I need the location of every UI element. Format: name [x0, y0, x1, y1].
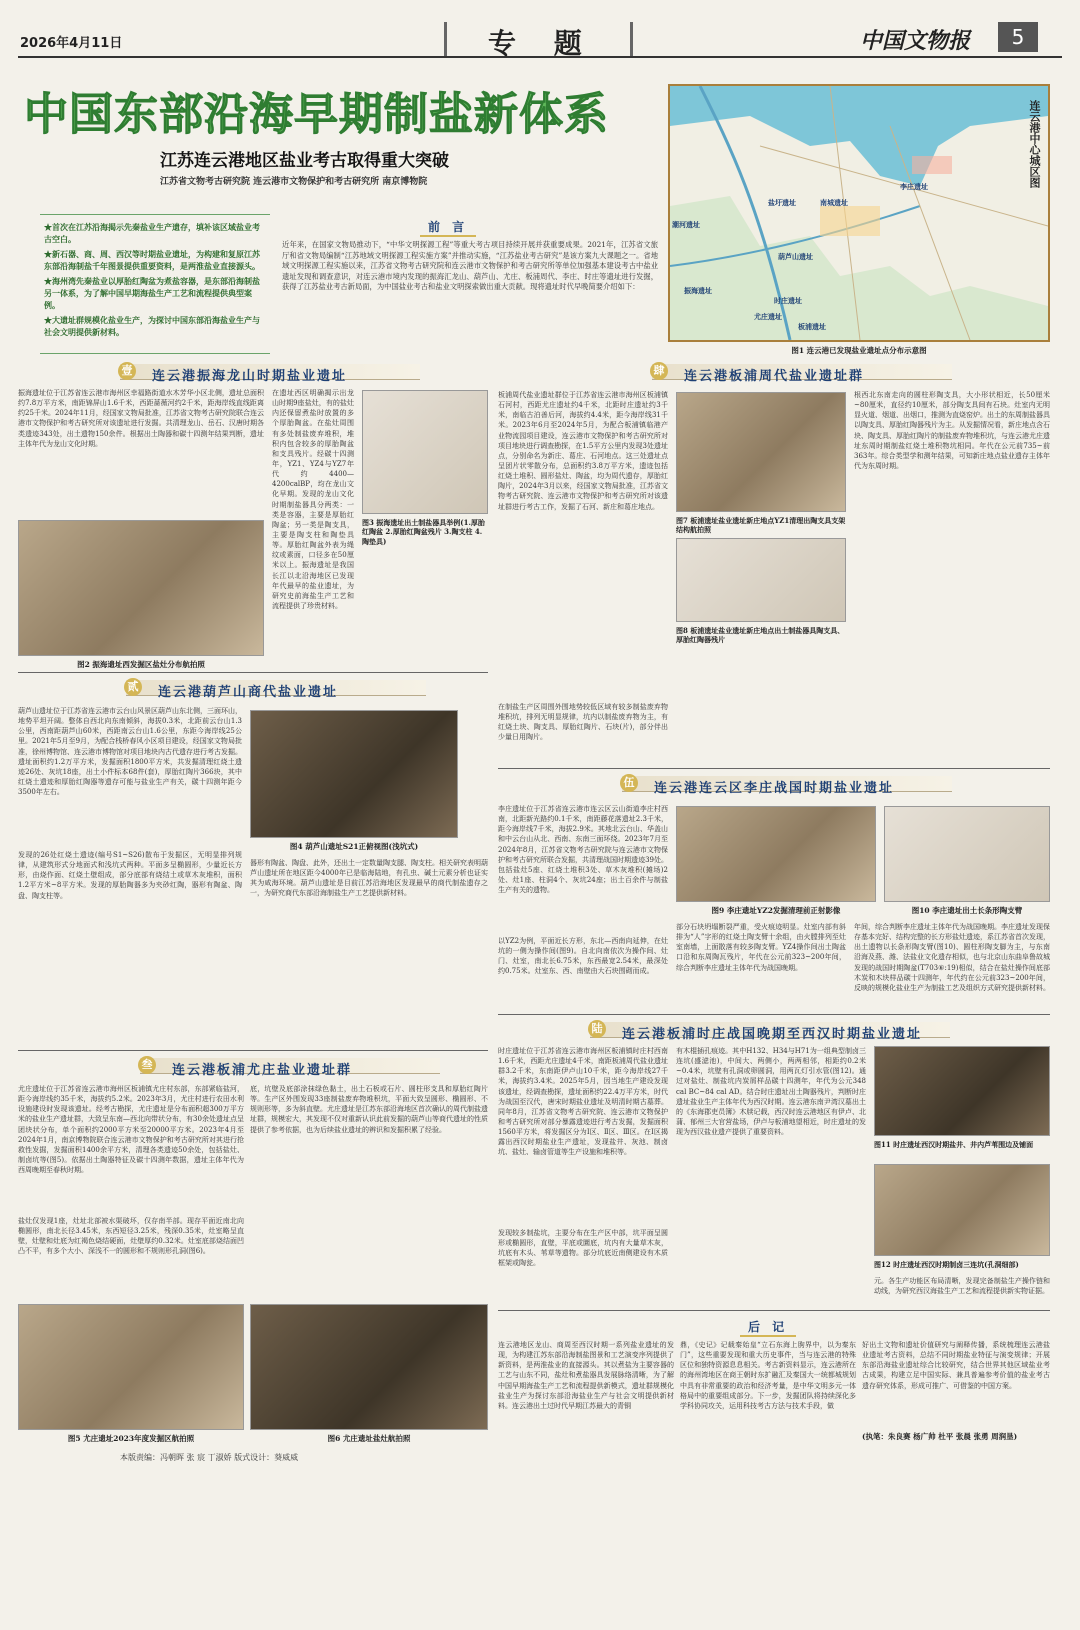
highlight-item: ★大遗址群规模化盐业生产，为探讨中国东部沿海盐业生产与社会文明提供新材料。 [44, 315, 260, 337]
section-title: 连云港葫芦山商代盐业遗址 [158, 685, 339, 700]
section-title: 连云港板浦周代盐业遗址群 [684, 369, 865, 384]
divider [498, 768, 1050, 769]
section-text: 发现的26处红烧土遗迹(编号S1~S26)散布于发掘区，无明显排列规律，从建筑形式分地面式和浅坑式两种。平面多呈椭圆形，少量近长方形，由烧作面、红烧土壁组成，部分底部有烧结土或草木灰堆积，面积1.2平方米~8平方米。发现的厚胎陶器多为夹砂红陶，器形有陶盆、陶盘、陶支柱等。 [18, 851, 242, 900]
preface-text: 近年来，在国家文物局推动下，“中华文明探源工程”等重大考古项目持续开展并获重要成果。2021年，江苏省文旅厅和省文物局编制“江苏地域文明探源工程实施方案”并推动实施，“江苏盐业考古研究”是该方案九大课题之一。省地域文明探源工程实施以来，江苏省文物考古研究院和连云港市文物保护和考古研究所等单位加强基本建设考古中盐业遗址发现和调查意识，对连云港市境内发现的振海汇龙山、葫芦山、尤庄、板浦周代、李庄、时庄等遗址进行发掘，获得了江苏盐业考古新局面，为中国盐业考古和盐业文明探索做出重大贡献。现将遗址时代早晚简要介绍如下： [282, 240, 658, 292]
divider [18, 1050, 488, 1051]
section-name: 专 题 [488, 27, 596, 60]
section-text: 在制盐生产区周围外围地势较低区域有较多制盐废弃物堆积坑，排列无明显规律，坑内以制盐废弃物为主，有红烧土块、陶支具、厚胎红陶片、石块(片)，部分伴出少量日用陶片。 [498, 703, 668, 742]
section-header [652, 364, 952, 384]
afterword-writers: (执笔：朱良赛 杨广帅 杜平 张晨 张勇 周润垦) [862, 1432, 1018, 1441]
headline-authors: 江苏省文物考古研究院 连云港市文物保护和考古研究所 南京博物院 [160, 177, 428, 187]
afterword-label: 后 记 [740, 1318, 796, 1337]
section-text: 元。各生产功能区布局清晰，发现完备制盐生产操作链和动线，为研究西汉海盐生产工艺和流程提供新实物证据。 [874, 1277, 1050, 1296]
photo-salt-tools [676, 538, 846, 622]
figure-caption: 图9 李庄遗址YZ2发掘清理前正射影像 [711, 906, 841, 915]
afterword-text: 好出土文物和遗址价值研究与阐释传播，系统梳理连云港盐业遗址考古资料，总结不同时期盐业特征与演变规律；开展东部沿海盐业遗址综合比较研究，结合世界其他区域盐业考古成果，构建立足中国实际、兼具普遍参考价值的盐业考古遗存研究体系，形成可推广、可借鉴的中国方案。 [862, 1341, 1050, 1390]
photo-salt-well [874, 1046, 1050, 1136]
map-figure [668, 84, 1050, 342]
section-text: 器形有陶盆、陶盘、此外，还出土一定数量陶支腿、陶支柱。相关研究表明葫芦山遗址所在地区距今4000年已是临海陆地，有孔虫、碱土元素分析也证实其为咸海环境。葫芦山遗址是目前江苏沿海地区发现最早的商代制盐遗存之一，为研究商代东部沿海制盐生产工艺提供新材料。 [250, 859, 488, 898]
section-text: 尤庄遗址位于江苏省连云港市海州区板浦镇尤庄村东部，东部紧临盐河，距今海岸线约35千米，海拔约5.2米。2023年3月，尤庄村进行农田水利设施建设时发现该遗址。经考古勘探，尤庄遗址是分布面积超300万平方米的盐业生产遗址群，大致呈东南—西北向带状分布，有30余处遗址点呈团块状分布，单个面积约2000平方米至20000平方米。2023年4月至2024年1月，南京博物院联合连云港市文物保护和考古研究所对其进行抢救性发掘，发掘面积1400余平方米，清理各类遗迹50余处，包括盐灶、制卤坑等(图5)。依据出土陶器特征及碳十四测年数据，遗址主体年代为西周晚期至春秋时期。 [18, 1085, 244, 1175]
photo-pit-s21 [250, 710, 458, 838]
figure-caption: 图6 尤庄遗址盐灶航拍照 [327, 1434, 411, 1443]
highlight-item: ★首次在江苏沿海揭示先秦盐业生产遗存，填补该区域盐业考古空白。 [44, 222, 260, 244]
section-header [590, 1022, 950, 1042]
highlight-item: ★新石器、商、周、西汉等时期盐业遗址，为构建和复原江苏东部沿海制盐千年图景提供重要资料，是两淮盐业直接源头。 [44, 249, 260, 271]
photo-salt-stove-aerial [250, 1304, 488, 1430]
photo-pottery-arms [884, 806, 1050, 902]
section-text: 时庄遗址位于江苏省连云港市海州区板浦镇时庄村西南1.6千米，西距尤庄遗址4千米，南距板浦周代盐业遗址群3.2千米，东南距伊卢山10千米，距今海岸线27千米，海拔约3.4米。2025年5月，因当地生产建设发现该遗址，经调查勘探，遗址面积约22.4万平方米，时代为战国至汉代，唐宋时期盐业遗址及明清时期古墓葬。同年8月，江苏省文物考古研究院、连云港市文物保护和考古研究所对部分暴露遗迹进行考古发掘，发掘面积1560平方米，将发掘区分为Ⅰ区、Ⅱ区、Ⅲ区。在Ⅰ区揭露出西汉时期盐业生产遗址，发现盐井、灰池、制卤坑、盐灶、输卤管道等生产设施和堆积等。 [498, 1047, 668, 1157]
map-label: 时庄遗址 [774, 296, 802, 305]
section-title: 连云港板浦时庄战国晚期至西汉时期盐业遗址 [622, 1027, 923, 1042]
section-seal: 贰 [124, 678, 142, 696]
section-text: 盐灶仅发现1座，灶址北部被水渠破坏，仅存南半部。现存平面近南北向椭圆形，南北长径3.45米，东西短径3.25米，残深0.35米，灶室略呈直壁，灶壁和灶底为红褐色烧结硬面，灶壁厚约0.32米。灶室底部烧结面凹凸不平，有多个大小、深浅不一的圆形和不规则形孔洞(图6)。 [18, 1217, 244, 1256]
photo-salt-stoves [18, 520, 264, 656]
map-title: 连云港中心城区图 [1028, 100, 1041, 188]
newspaper-name: 中国文物报 [860, 28, 971, 54]
highlights-box [40, 214, 270, 354]
section-text: 部分石块坍塌断裂严重，受火痕迹明显。灶室内部有斜排为“人”字形的红烧土陶支臂十余组，由火膛排列至灶室南墙，上面散落有较多陶支臂。YZ4操作间出土陶盆口沿和东周陶瓦残片，年代在公元前323~200年间，综合判断李庄遗址主体年代为战国晚期。 [676, 923, 846, 972]
section-text: 振海遗址位于江苏省连云港市海州区幸福路街道水木芳华小区北侧，遗址总面积约7.8万平方米，南距锦屏山1.6千米，西距蔷薇河约2千米，距海岸线直线距离约25千米。2024年11月，经国家文物局批准，江苏省文物考古研究院联合连云港市文物保护和考古研究所对该遗址进行发掘。共清理龙山、岳石、汉唐时期各类遗迹343处，出土遗物150余件。根据出土陶器和碳十四测年结果判断，遗址主体年代为龙山文化时期。 [18, 389, 264, 448]
figure-caption: 图3 振海遗址出土制盐器具举例(1.厚胎红陶盆 2.厚胎红陶盆残片 3.陶支柱 4.陶垫具) [362, 518, 485, 546]
section-text: 在遗址西区明确揭示出龙山时期9座盐灶，有的盐灶内还保留煮盐时放置的多个厚胎陶盆。在盐灶周围有多处制盐废弃堆积，堆积内包含较多的厚胎陶盆和支具残片。经碳十四测年，YZ1、YZ4与YZ7年代约4400—4200calBP，均在龙山文化早期。发现的龙山文化时期制盐器具分两类：一类是容器，主要是厚胎红陶盆；另一类是陶支具，主要是陶支柱和陶垫具等。厚胎红陶盆外表为绳纹或素面，口径多在50厘米以上。振海遗址是我国长江以北沿海地区已发现年代最早的盐业遗址，为研究史前海盐生产工艺和流程提供了珍贵材料。 [272, 389, 354, 610]
map-label: 潮河遗址 [672, 220, 700, 229]
map-label: 南城遗址 [820, 198, 848, 207]
footer-credits: 本版责编：冯朝晖 张 宸 丁淑娇 版式设计：葵威威 [120, 1453, 299, 1462]
map-label: 盐圩遗址 [768, 198, 796, 207]
afterword-text: 鼎，《史记》记载秦始皇“立石东海上朐界中，以为秦东门”，这些重要发现和重大历史事件，当与连云港的特殊区位和独特资源息息相关。考古新资料显示，连云港所在的海州湾地区在商王朝时东扩融汇及秦国大一统都城规划中具有非常重要的政治和经济考量，是中华文明多元一体格局中的重要组成部分。下一步，发掘团队将持续深化多学科协同攻关，运用科技考古方法与技术手段，做 [680, 1341, 856, 1410]
highlight-item: ★海州湾先秦盐业以厚胎红陶盆为煮盐容器，是东部沿海制盐另一体系，为了解中国早期海盐生产工艺和流程提供典型案例。 [44, 276, 260, 310]
section-text: 以YZ2为例，平面近长方形，东北—西南向延伸，在灶坑的一侧为操作间(图9)。自北向南依次为操作间、灶门、灶室，南北长6.75米，东西最宽2.54米，最深处约0.75米。灶室东、西、南壁由大石块围砌而成。 [498, 937, 668, 976]
figure-caption: 图12 时庄遗址西汉时期制卤三连坑(孔洞细部) [874, 1260, 1019, 1269]
section-text: 底，坑壁及底部涂抹绿色黏土，出土石板或石片、圆柱形支具和厚胎红陶片等。生产区外围发现33座制盐废弃物堆积坑，平面大致呈圆形、椭圆形、不规则形等，多为斜直壁。尤庄遗址是江苏东部沿海地区首次确认的周代制盐遗址群，规模宏大，其发现不仅对重新认识此前发掘的葫芦山等商代遗址的性质提供了参考依据，也为后续盐业遗址的辨识和发掘积累了经验。 [250, 1085, 488, 1134]
map-caption: 图1 连云港已发现盐业遗址点分布示意图 [791, 346, 927, 355]
figure-caption: 图5 尤庄遗址2023年度发掘区航拍照 [67, 1434, 195, 1443]
section-text: 葫芦山遗址位于江苏省连云港市云台山风景区葫芦山东北侧，三面环山，地势平坦开阔。整体自西北向东南倾斜，海拔0.3米，北距前云台山1.3公里，西南距葫芦山60米，西距南云台山1.6公里，东距今海岸线25公里。2021年5月至9月，为配合栈桥春风小区项目建设，经国家文物局批准，徐州博物馆、连云港市博物馆对项目地块内古代遗存进行考古发掘。遗址面积约1.2万平方米，发掘面积1800平方米，共发掘清理红烧土遗迹26处、灰坑18座，出土小件标本68件(套)，厚胎红陶片366块，其中红烧土遗迹和厚胎红陶器等遗存可能与盐业生产有关，碳十四测年距今3500年左右。 [18, 707, 242, 797]
section-text: 板浦周代盐业遗址群位于江苏省连云港市海州区板浦镇石河村，西距尤庄遗址约4千米，北距时庄遗址约3千米，南临古泊善后河，海拔约4.4米，距今海岸线31千米。2023年6月至2024年5月，为配合板浦镇临港产业物流园项目建设，连云港市文物保护和考古研究所对项目地块进行调查勘探，在1.5平方公里内发现3处遗址点，分别命名为新庄、葛庄、石河地点。这三处遗址点呈团片状零散分布，总面积约3.8万平方米，遗迹包括红烧土堆积、圆形盐灶、陶盆，均为周代遗存，厚胎红陶片，2024年3月以来，经国家文物局批准，江苏省文物考古研究院、连云港市文物保护和考古研究所对该遗址群进行考古工作，发掘了石河、新庄和葛庄地点。 [498, 391, 668, 511]
divider [18, 672, 488, 673]
figure-caption: 图10 李庄遗址出土长条形陶支臂 [911, 906, 1023, 915]
photo-excavation-aerial [18, 1304, 244, 1430]
section-title: 连云港连云区李庄战国时期盐业遗址 [654, 781, 895, 796]
figure-caption: 图11 时庄遗址西汉时期盐井、井内芦苇围边及铺面 [874, 1140, 1034, 1149]
section-header [120, 364, 420, 384]
section-text: 发现较多制盐坑，主要分布在生产区中部，坑平面呈圆形或椭圆形，直壁，平底或圜底，坑内有大量草木灰，坑底有木头、苇草等遗物。部分坑底近南侧建设有木质框架或陶瓮。 [498, 1229, 668, 1268]
section-seal: 叁 [138, 1056, 156, 1074]
headline-subtitle: 江苏连云港地区盐业考古取得重大突破 [160, 151, 449, 171]
section-seal: 伍 [620, 774, 638, 792]
section-seal: 壹 [118, 362, 136, 380]
issue-date: 2026年4月11日 [20, 36, 123, 51]
section-seal: 陆 [588, 1020, 606, 1038]
figure-caption: 图7 板浦遗址盐业遗址新庄地点YZ1清理出陶支具支架结构航拍照 [676, 516, 846, 535]
figure-caption: 图4 葫芦山遗址S21正俯视图(浅坑式) [289, 842, 419, 851]
map-label: 李庄遗址 [900, 182, 928, 191]
photo-pottery-artifacts [362, 390, 488, 514]
divider [498, 1310, 1050, 1311]
map-label: 葫芦山遗址 [778, 252, 813, 261]
figure-caption: 图8 板浦遗址盐业遗址新庄地点出土制盐器具陶支具、厚胎红陶器残片 [676, 626, 845, 645]
section-text: 根西北东南走向的圆柱形陶支具，大小形状相近，长50厘米~80厘米，直径约10厘米，部分陶支具间有石块。灶室内无明显火道、烟道、出烟口，推测为直烧窑炉。出土的东周制盐器具以陶支具、厚胎红陶器残片为主。从发掘情况看，新庄地点含石块、陶支具、厚胎红陶片的制盐废弃物堆积坑，与连云港尤庄遗址东周时期制盐红烧土堆积物坑相同。年代在公元前735~前363年。综合类型学和测年结果，可知新庄地点盐业遗存主体年代为东周时期。 [854, 391, 1050, 470]
preface-label: 前 言 [420, 218, 476, 237]
section-header [140, 1058, 440, 1078]
section-text: 年间，综合判断李庄遗址主体年代为战国晚期。李庄遗址发现保存基本完好、结构完整的长方形盐灶遗迹，系江苏省首次发现，出土遗物以长条形陶支臂(图10)、圆柱形陶支脚为主，与东南沿海及燕、潍、法盐业文化遗存相似，也与北京山东曲阜鲁故城发现的战国时期陶盆(T703⑥:19)相似，结合在盐灶操作间底部木炭和木块样品碳十四测年，年代约在公元前323~200年间，反映的规模化盐业生产为制盐工艺及组织方式研究提供新材料。 [854, 923, 1050, 992]
section-text: 有木棍插孔痕迹。其中H132、H34与H71为一组典型制卤三连坑(盛滤池)，中间大、两侧小，两两相邻，相距约0.2米~0.4米，坑壁有孔洞或卵圆洞，用两瓦灯引水管(图12)。通过对盐灶、制盐坑内炭屑样品碳十四测年，年代为公元348 cal BC~84 cal AD。结合时庄遗址出土陶器残片，判断时庄遗址盐业生产主体年代为西汉时期。连云港东南尹湾汉墓出土的《东海郡吏员簿》木牍记载，西汉时连云港地区有伊卢、北蒲、郁州三大官营盐场，伊卢与板浦地望相近，时庄遗址的发现为西汉盐业遗产提供了重要资料。 [676, 1047, 866, 1137]
map-label: 振海遗址 [684, 286, 712, 295]
masthead [18, 22, 1062, 58]
photo-brine-pits [874, 1164, 1050, 1256]
section-header [126, 680, 426, 700]
figure-caption: 图2 振海遗址西发掘区盐灶分布航拍照 [77, 660, 205, 669]
photo-pottery-supports [676, 392, 846, 512]
section-header [622, 776, 952, 796]
section-title: 连云港板浦尤庄盐业遗址群 [172, 1063, 353, 1078]
divider [498, 1014, 1050, 1015]
afterword-text: 连云港地区龙山、商周至西汉时期一系列盐业遗址的发现，为构建江苏东部沿海制盐图景和工艺演变序列提供了新资料，是两淮盐业的直接源头。其以煮盐为主要容器的工艺与山东不同，盐灶和煮盐器具发展脉络清晰，为了解中国早期海盐生产工艺和流程提供新模式，遗址群规模化盐业生产为探讨东部沿海盐业生产与社会文明提供新材料。连云港出土过时代早期江苏最大的青铜 [498, 1341, 674, 1410]
section-title: 连云港振海龙山时期盐业遗址 [152, 369, 348, 384]
map-label: 板浦遗址 [798, 322, 826, 331]
map-label: 尤庄遗址 [754, 312, 782, 321]
page-number: 5 [998, 22, 1038, 52]
photo-stove-yz2 [676, 806, 876, 902]
headline-title: 中国东部沿海早期制盐新体系 [24, 89, 609, 140]
section-text: 李庄遗址位于江苏省连云港市连云区云山街道李庄村西南，北距新光路约0.1千米，南距藤花落遗址2.3千米，距今海岸线7千米，海拔2.9米。其地北云台山、华盖山和中云台山从北、西南、东南三面环绕。2023年7月至2024年8月，江苏省文物考古研究院与连云港市文物保护和考古研究所联合发掘，共清理战国时期遗迹39处。包括盐灶5座、红烧土堆积3处、草木灰堆积(摊场)2处、灶1座、柱洞4个、灰坑24座；出土百余件与制盐生产有关的遗物。 [498, 805, 668, 895]
section-seal: 肆 [650, 362, 668, 380]
